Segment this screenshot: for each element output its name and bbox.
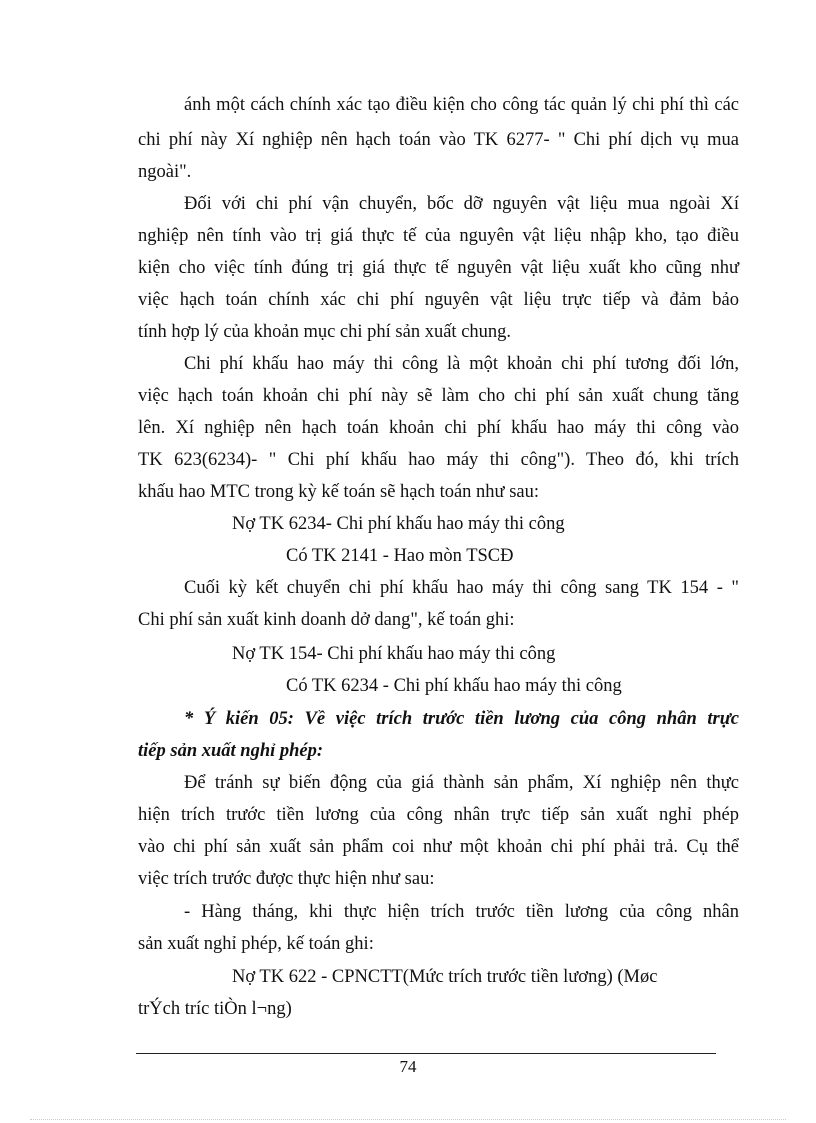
page-number: 74 [399,1057,417,1076]
text-line: ngoài". [138,162,192,182]
section-heading: * Ý kiến 05: Về việc trích trước tiền lương của công nhân trực [184,709,739,729]
text-line: TK 623(6234)- " Chi phí khấu hao máy thi công"). Theo đó, khi trích [138,450,739,470]
journal-entry-credit: Có TK 6234 - Chi phí khấu hao máy thi công [286,676,622,696]
section-heading: tiếp sản xuất nghỉ phép: [138,741,324,761]
text-line: việc trích trước được thực hiện như sau: [138,869,435,889]
journal-entry-debit: Nợ TK 6234- Chi phí khấu hao máy thi công [232,514,565,534]
page-edge-divider [30,1119,786,1120]
text-line: - Hàng tháng, khi thực hiện trích trước tiền lương của công nhân [184,902,739,922]
text-line: Đối với chi phí vận chuyển, bốc dỡ nguyên vật liệu mua ngoài Xí [184,194,739,214]
text-line: ánh một cách chính xác tạo điều kiện cho công tác quản lý chi phí thì các [184,95,739,115]
text-line: khấu hao MTC trong kỳ kế toán sẽ hạch toán như sau: [138,482,540,502]
text-line: Chi phí sản xuất kinh doanh dở dang", kế toán ghi: [138,610,515,630]
text-line: vào chi phí sản xuất sản phẩm coi như một khoản chi phí phải trả. Cụ thể [138,837,739,857]
text-line: lên. Xí nghiệp nên hạch toán khoản chi phí khấu hao máy thi công vào [138,418,739,438]
footer-rule [136,1053,716,1054]
text-line: chi phí này Xí nghiệp nên hạch toán vào TK 6277- " Chi phí dịch vụ mua [138,130,739,150]
text-line: nghiệp nên tính vào trị giá thực tế của nguyên vật liệu nhập kho, tạo điều [138,226,739,246]
text-line: việc hạch toán chính xác chi phí nguyên vật liệu trực tiếp và đảm bảo [138,290,739,310]
journal-entry-debit: Nợ TK 154- Chi phí khấu hao máy thi công [232,644,556,664]
text-line: hiện trích trước tiền lương của công nhân trực tiếp sản xuất nghỉ phép [138,805,739,825]
text-line: Chi phí khấu hao máy thi công là một khoản chi phí tương đối lớn, [184,354,739,374]
text-line: việc hạch toán khoản chi phí này sẽ làm cho chi phí sản xuất chung tăng [138,386,739,406]
text-line: tính hợp lý của khoản mục chi phí sản xuất chung. [138,322,512,342]
journal-entry-debit: Nợ TK 622 - CPNCTT(Mức trích trước tiền lương) (Møc [232,967,658,987]
journal-entry-credit: Có TK 2141 - Hao mòn TSCĐ [286,546,514,566]
text-line: sản xuất nghỉ phép, kế toán ghi: [138,934,374,954]
text-line: kiện cho việc tính đúng trị giá thực tế nguyên vật liệu xuất kho cũng như [138,258,739,278]
text-line: Cuối kỳ kết chuyển chi phí khấu hao máy thi công sang TK 154 - " [184,578,739,598]
text-line: Để tránh sự biến động của giá thành sản phẩm, Xí nghiệp nên thực [184,773,739,793]
text-line: trÝch tríc tiÒn l¬ng) [138,999,292,1019]
